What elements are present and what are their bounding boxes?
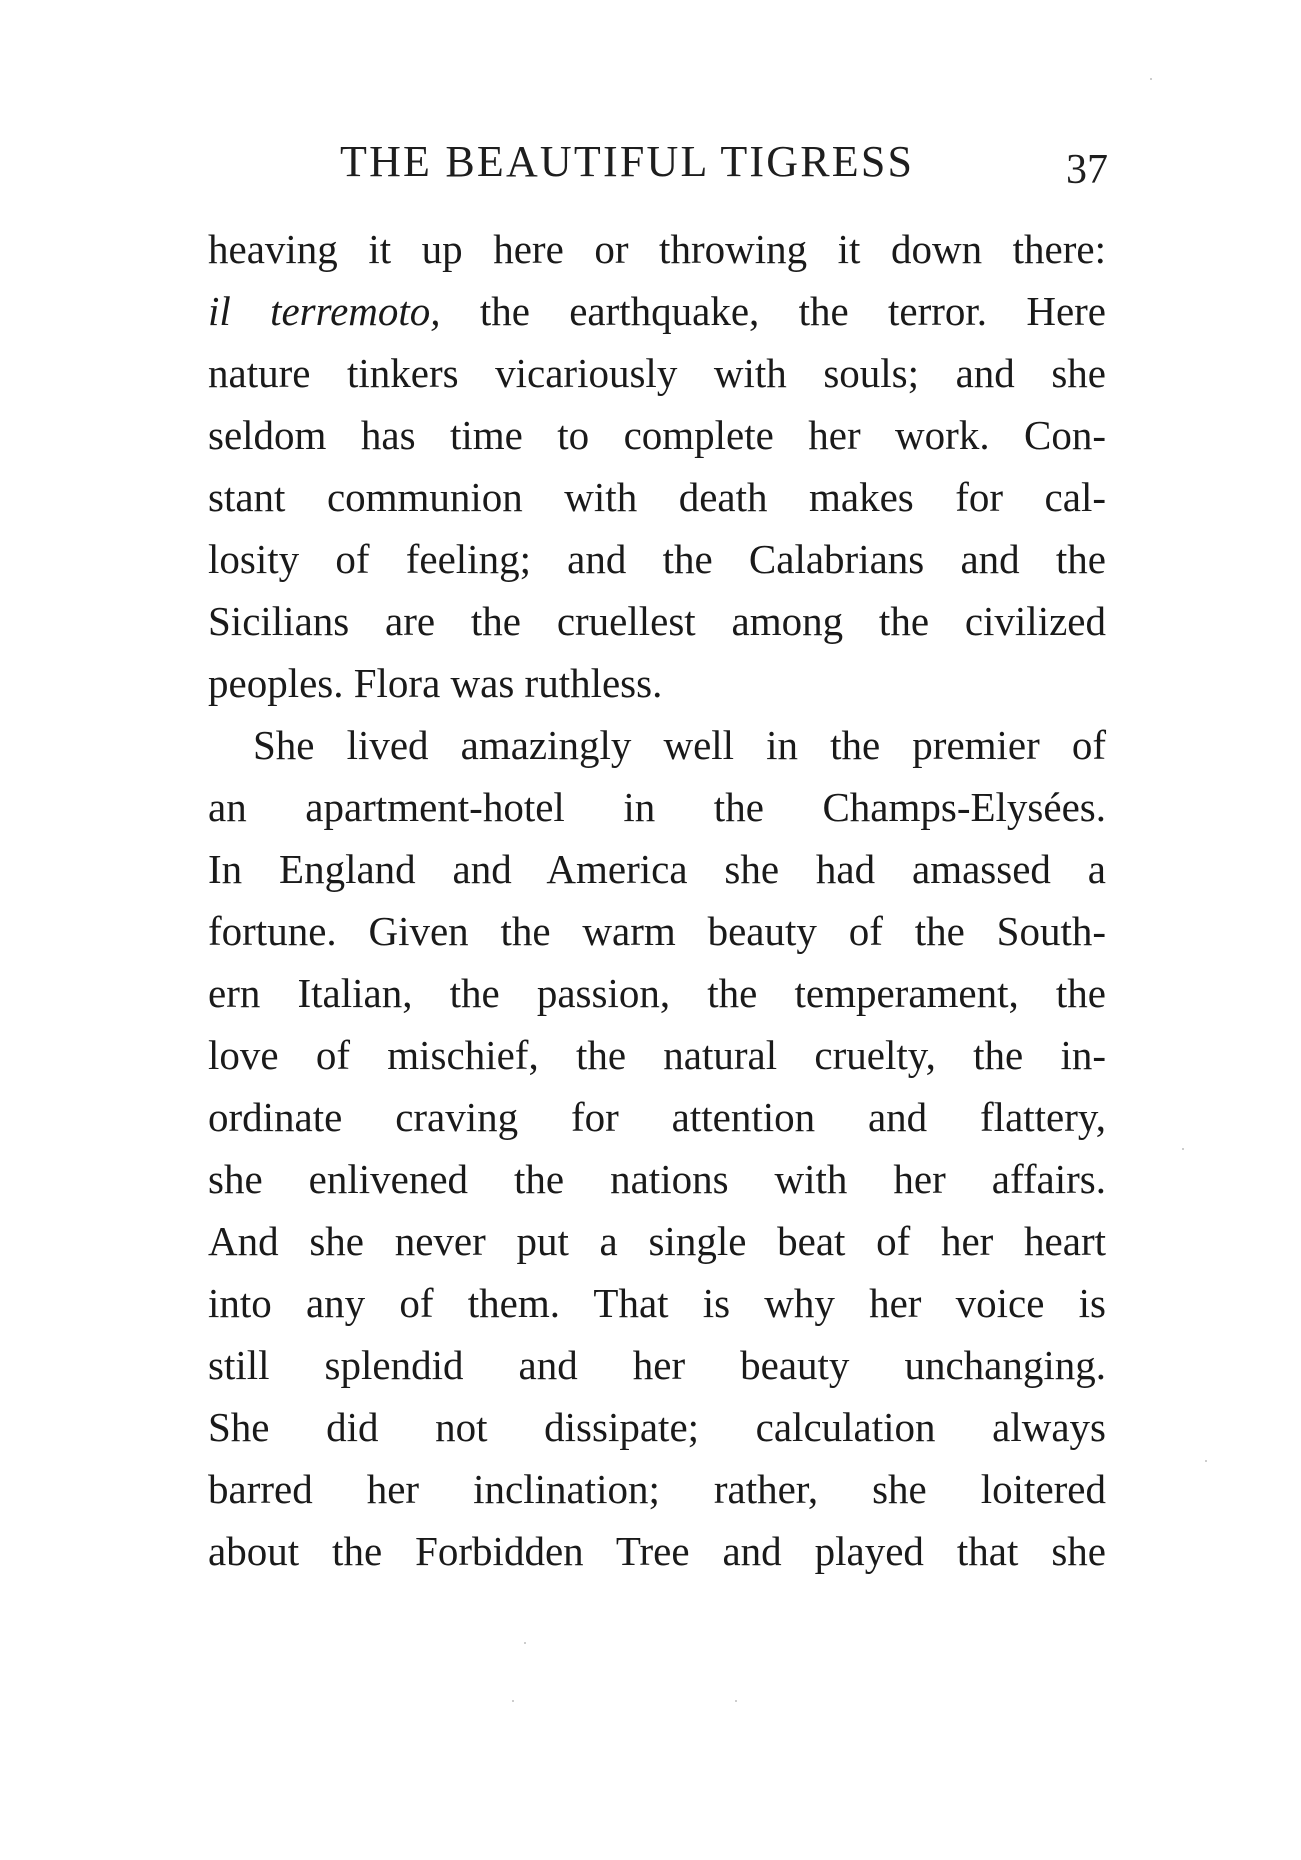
text-line: seldom has time to complete her work. Con-: [208, 412, 1106, 458]
text-line: She lived amazingly well in the premier of: [253, 722, 1106, 768]
text-line: nature tinkers vicariously with souls; and she: [208, 350, 1106, 396]
paper-speck: [735, 1700, 737, 1702]
text-line: still splendid and her beauty unchanging.: [208, 1342, 1106, 1388]
text-line: In England and America she had amassed a: [208, 846, 1106, 892]
body-text: [208, 218, 1106, 1582]
text-line: barred her inclination; rather, she loitered: [208, 1466, 1106, 1512]
paper-speck: [1150, 78, 1152, 80]
text-line-rest: the earthquake, the terror. Here: [479, 288, 1106, 334]
text-line: she enlivened the nations with her affairs.: [208, 1156, 1106, 1202]
text-line: heaving it up here or throwing it down there:: [208, 226, 1106, 272]
text-line: Sicilians are the cruellest among the civilized: [208, 598, 1106, 644]
paper-speck: [524, 1642, 526, 1644]
text-line: an apartment-hotel in the Champs-Elysées.: [208, 784, 1106, 830]
text-line: And she never put a single beat of her heart: [208, 1218, 1106, 1264]
page-number: 37: [1066, 147, 1108, 193]
text-line: about the Forbidden Tree and played that she: [208, 1528, 1106, 1574]
running-title: THE BEAUTIFUL TIGRESS: [340, 137, 915, 186]
paper-speck: [1182, 1148, 1184, 1150]
text-line: She did not dissipate; calculation always: [208, 1404, 1106, 1450]
paragraph-1: [208, 218, 1106, 714]
text-line: love of mischief, the natural cruelty, the in-: [208, 1032, 1106, 1078]
text-line: peoples. Flora was ruthless.: [208, 660, 663, 706]
text-line: fortune. Given the warm beauty of the South-: [208, 908, 1106, 954]
text-line: ern Italian, the passion, the temperament, the: [208, 970, 1106, 1016]
italic-phrase: il terremoto,: [208, 288, 441, 334]
text-line: losity of feeling; and the Calabrians and the: [208, 536, 1106, 582]
paragraph-2: [208, 714, 1106, 1582]
paper-speck: [512, 1700, 514, 1702]
text-line: [208, 280, 1106, 342]
text-line: into any of them. That is why her voice is: [208, 1280, 1106, 1326]
page-header: [208, 126, 1108, 196]
paper-speck: [1205, 1460, 1207, 1462]
text-line: stant communion with death makes for cal-: [208, 474, 1106, 520]
text-line: ordinate craving for attention and flattery,: [208, 1094, 1106, 1140]
